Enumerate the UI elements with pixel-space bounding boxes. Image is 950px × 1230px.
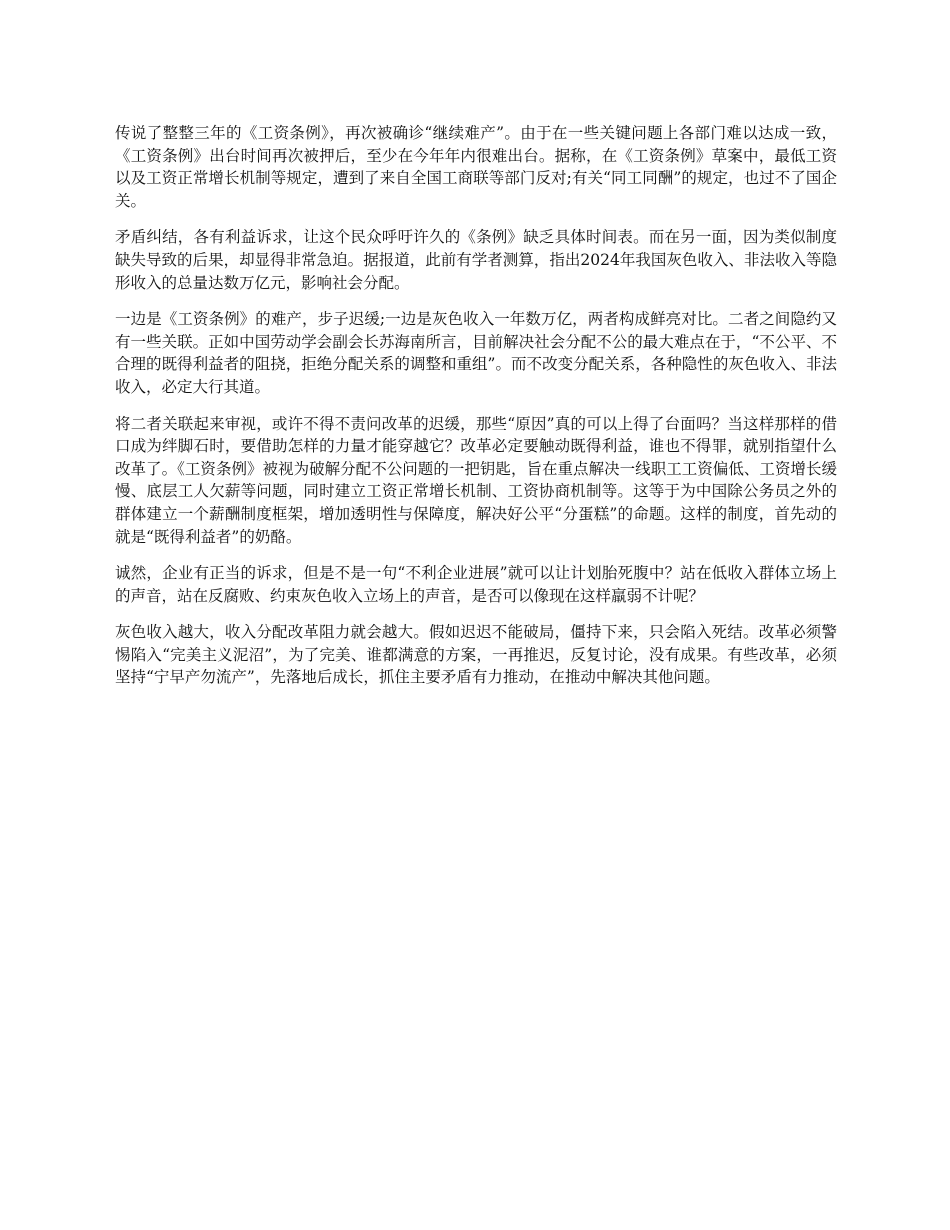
paragraph-4: 将二者关联起来审视，或许不得不责问改革的迟缓，那些“原因”真的可以上得了台面吗？当这样那样的借口成为绊脚石时，要借助怎样的力量才能穿越它？改革必定要触动既得利益，谁也不得罪，就别指望什么改革了。《工资条例》被视为破解分配不公问题的一把钥匙，旨在重点解决一线职工工资偏低、工资增长缓慢、底层工人欠薪等问题，同时建立工资正常增长机制、工资协商机制等。这等于为中国除公务员之外的群体建立一个薪酬制度框架，增加透明性与保障度，解决好公平“分蛋糕”的命题。这样的制度，首先动的就是“既得利益者”的奶酪。 <box>115 414 837 546</box>
paragraph-5: 诚然，企业有正当的诉求，但是不是一句“不利企业进展”就可以让计划胎死腹中？站在低收入群体立场上的声音，站在反腐败、约束灰色收入立场上的声音，是否可以像现在这样羸弱不计呢？ <box>115 564 837 605</box>
document-body <box>115 122 837 703</box>
paragraph-3: 一边是《工资条例》的难产，步子迟缓;一边是灰色收入一年数万亿，两者构成鲜亮对比。二者之间隐约又有一些关联。正如中国劳动学会副会长苏海南所言，目前解决社会分配不公的最大难点在于，“不公平、不合理的既得利益者的阻挠，拒绝分配关系的调整和重组”。而不改变分配关系，各种隐性的灰色收入、非法收入，必定大行其道。 <box>115 310 837 396</box>
paragraph-2: 矛盾纠结，各有利益诉求，让这个民众呼吁许久的《条例》缺乏具体时间表。而在另一面，因为类似制度缺失导致的后果，却显得非常急迫。据报道，此前有学者测算，指出2024年我国灰色收入、非法收入等隐形收入的总量达数万亿元，影响社会分配。 <box>115 228 837 292</box>
paragraph-1: 传说了整整三年的《工资条例》，再次被确诊“继续难产”。由于在一些关键问题上各部门难以达成一致，《工资条例》出台时间再次被押后，至少在今年年内很难出台。据称，在《工资条例》草案中，最低工资以及工资正常增长机制等规定，遭到了来自全国工商联等部门反对;有关“同工同酬”的规定，也过不了国企关。 <box>115 124 837 210</box>
paragraph-6: 灰色收入越大，收入分配改革阻力就会越大。假如迟迟不能破局，僵持下来，只会陷入死结。改革必须警惕陷入“完美主义泥沼”，为了完美、谁都满意的方案，一再推迟，反复讨论，没有成果。有些改革，必须坚持“宁早产勿流产”，先落地后成长，抓住主要矛盾有力推动，在推动中解决其他问题。 <box>115 623 837 687</box>
